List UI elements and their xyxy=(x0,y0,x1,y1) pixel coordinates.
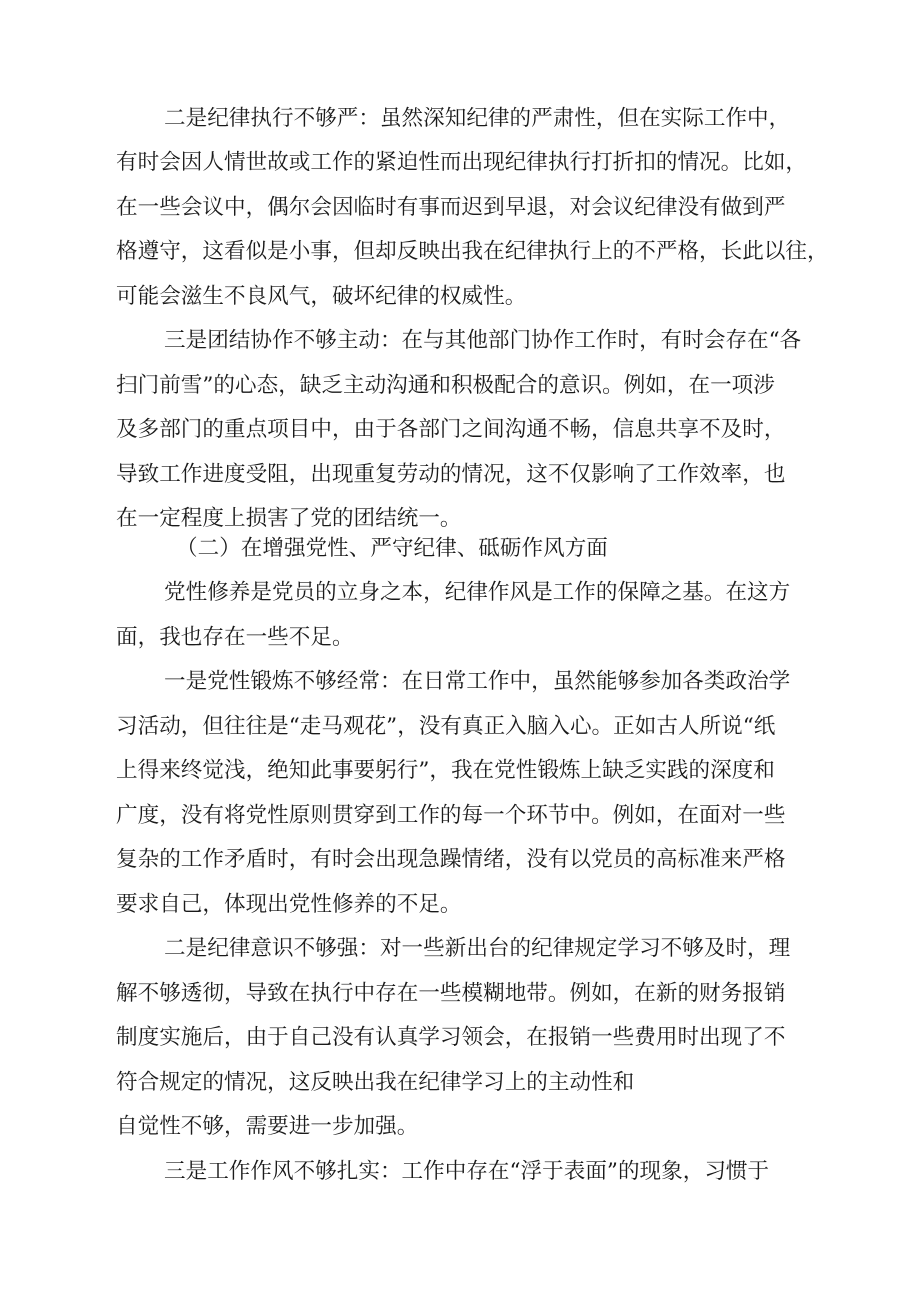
text-line-18: 复杂的工作矛盾时，有时会出现急躁情绪，没有以党员的高标准来严格 xyxy=(116,847,786,872)
text-line-1: 二是纪律执行不够严：虽然深知纪律的严肃性，但在实际工作中， xyxy=(164,106,791,131)
text-line-4: 格遵守，这看似是小事，但却反映出我在纪律执行上的不严格，长此以往， xyxy=(116,239,829,264)
text-line-9: 导致工作进度受阻，出现重复劳动的情况，这不仅影响了工作效率，也 xyxy=(116,462,786,487)
text-line-7: 扫门前雪”的心态，缺乏主动沟通和积极配合的意识。例如，在一项涉 xyxy=(116,373,775,398)
text-line-23: 符合规定的情况，这反映出我在纪律学习上的主动性和 xyxy=(116,1070,635,1095)
text-line-16: 上得来终觉浅，绝知此事要躬行”，我在党性锻炼上缺乏实践的深度和 xyxy=(116,758,775,783)
text-line-2: 有时会因人情世故或工作的紧迫性而出现纪律执行打折扣的情况。比如， xyxy=(116,150,808,175)
text-line-14: 一是党性锻炼不够经常：在日常工作中，虽然能够参加各类政治学 xyxy=(164,669,791,694)
text-line-12: 党性修养是党员的立身之本，纪律作风是工作的保障之基。在这方 xyxy=(164,580,791,605)
text-line-19: 要求自己，体现出党性修养的不足。 xyxy=(116,892,462,917)
text-line-25: 三是工作作风不够扎实：工作中存在“浮于表面”的现象，习惯于 xyxy=(164,1159,770,1184)
text-line-13: 面，我也存在一些不足。 xyxy=(116,625,354,650)
text-line-17: 广度，没有将党性原则贯穿到工作的每一个环节中。例如，在面对一些 xyxy=(116,803,786,828)
text-line-21: 解不够透彻，导致在执行中存在一些模糊地带。例如，在新的财务报销 xyxy=(116,981,786,1006)
text-line-22: 制度实施后，由于自己没有认真学习领会，在报销一些费用时出现了不 xyxy=(116,1025,786,1050)
text-line-15: 习活动，但往往是“走马观花”，没有真正入脑入心。正如古人所说“纸 xyxy=(116,714,776,739)
text-line-10: 在一定程度上损害了党的团结统一。 xyxy=(116,506,462,531)
text-line-24: 自觉性不够，需要进一步加强。 xyxy=(116,1114,419,1139)
section-heading: （二）在增强党性、严守纪律、砥砺作风方面 xyxy=(176,536,608,561)
text-line-8: 及多部门的重点项目中，由于各部门之间沟通不畅，信息共享不及时， xyxy=(116,417,786,442)
text-line-6: 三是团结协作不够主动：在与其他部门协作工作时，有时会存在“各 xyxy=(164,328,802,353)
text-line-20: 二是纪律意识不够强：对一些新出台的纪律规定学习不够及时，理 xyxy=(164,936,791,961)
text-line-3: 在一些会议中，偶尔会因临时有事而迟到早退，对会议纪律没有做到严 xyxy=(116,195,786,220)
text-line-5: 可能会滋生不良风气，破坏纪律的权威性。 xyxy=(116,284,527,309)
